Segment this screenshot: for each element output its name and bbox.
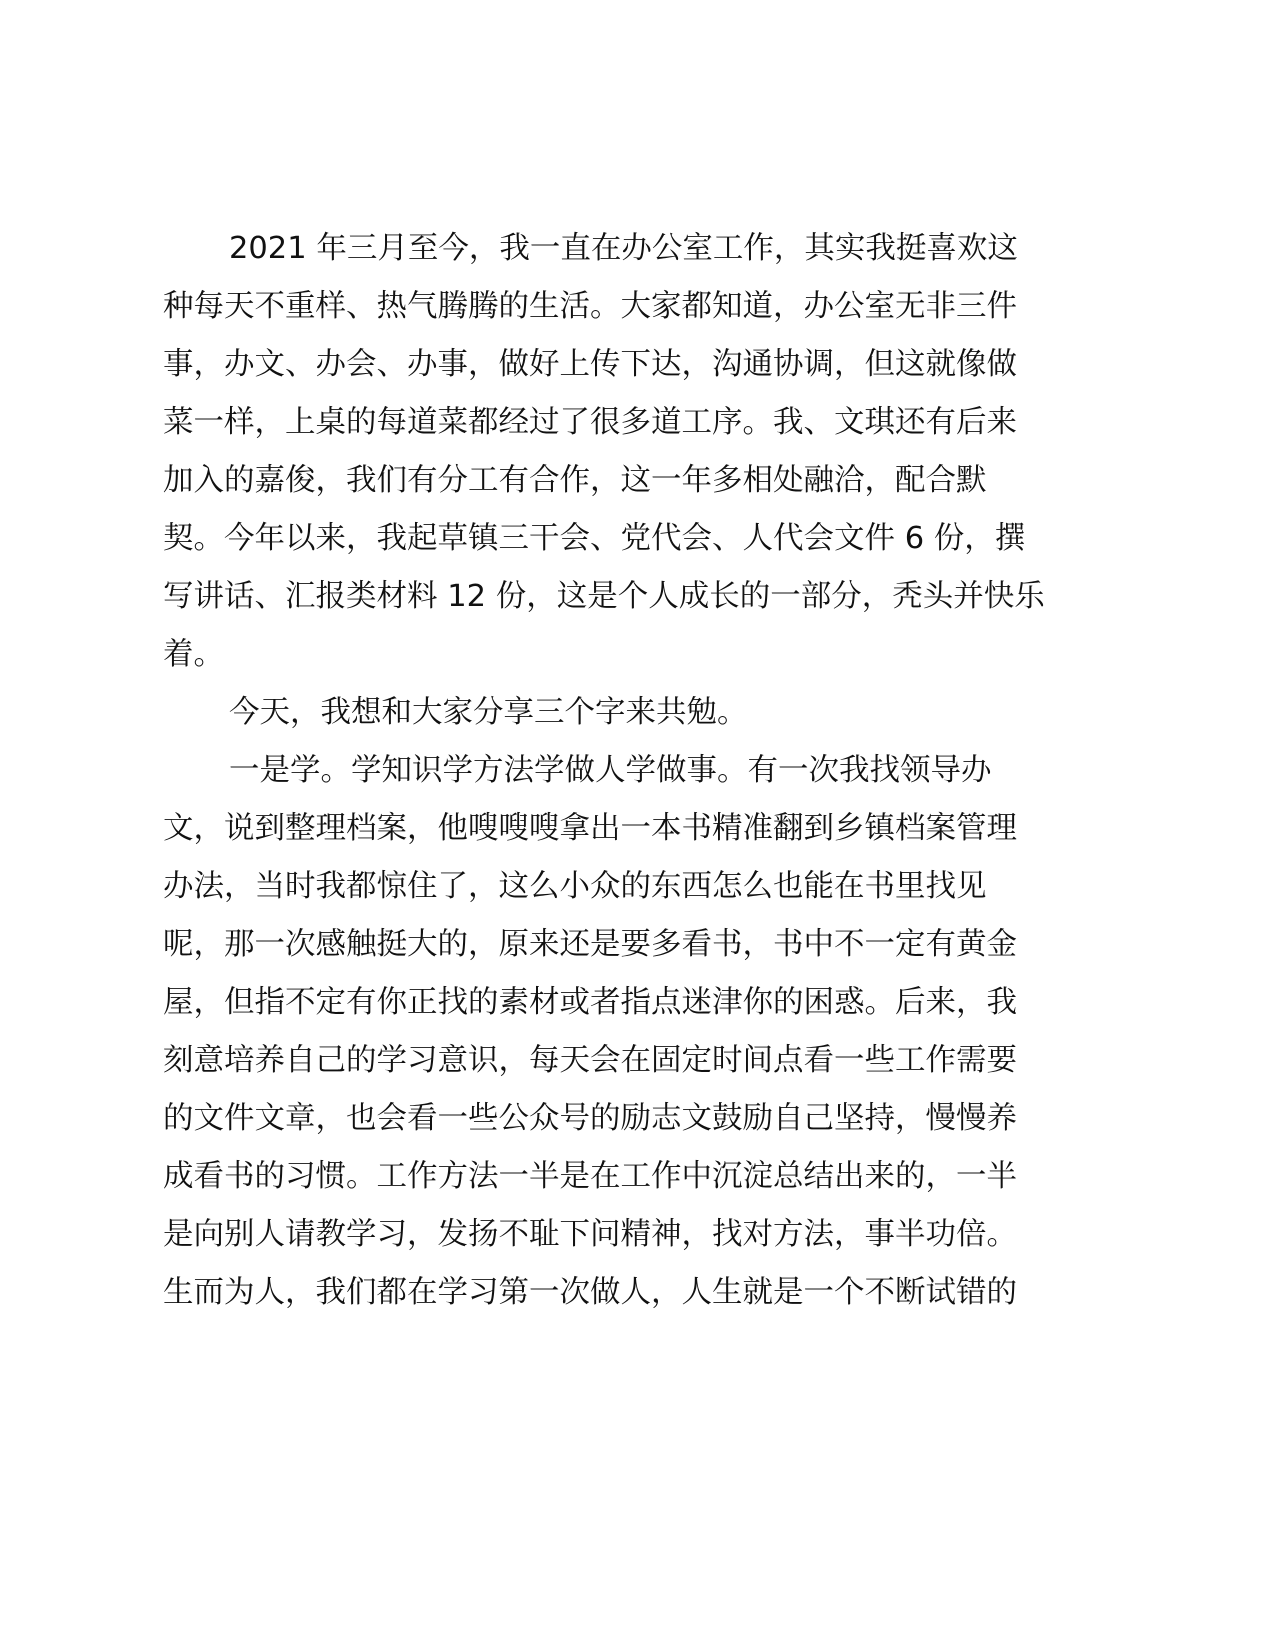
paragraph-line-10: 一是学。学知识学方法学做人学做事。有一次我找领导办 — [229, 753, 992, 788]
paragraph-line-17: 成看书的习惯。工作方法一半是在工作中沉淀总结出来的，一半 — [163, 1159, 1017, 1194]
paragraph-line-7: 写讲话、汇报类材料 12 份，这是个人成长的一部分，秃头并快乐 — [163, 579, 1045, 614]
paragraph-line-9: 今天，我想和大家分享三个字来共勉。 — [229, 695, 748, 730]
paragraph-line-15: 刻意培养自己的学习意识，每天会在固定时间点看一些工作需要 — [163, 1043, 1017, 1078]
paragraph-line-8: 着。 — [163, 637, 224, 672]
paragraph-line-18: 是向别人请教学习，发扬不耻下问精神，找对方法，事半功倍。 — [163, 1217, 1017, 1252]
paragraph-line-2: 种每天不重样、热气腾腾的生活。大家都知道，办公室无非三件 — [163, 289, 1017, 324]
paragraph-line-12: 办法，当时我都惊住了，这么小众的东西怎么也能在书里找见 — [163, 869, 987, 904]
paragraph-line-19: 生而为人，我们都在学习第一次做人，人生就是一个不断试错的 — [163, 1275, 1017, 1310]
paragraph-line-6: 契。今年以来，我起草镇三干会、党代会、人代会文件 6 份，撰 — [163, 521, 1026, 556]
paragraph-line-14: 屋，但指不定有你正找的素材或者指点迷津你的困惑。后来，我 — [163, 985, 1017, 1020]
paragraph-line-4: 菜一样，上桌的每道菜都经过了很多道工序。我、文琪还有后来 — [163, 405, 1017, 440]
paragraph-line-5: 加入的嘉俊，我们有分工有合作，这一年多相处融洽，配合默 — [163, 463, 987, 498]
paragraph-line-13: 呢，那一次感触挺大的，原来还是要多看书，书中不一定有黄金 — [163, 927, 1017, 962]
paragraph-line-3: 事，办文、办会、办事，做好上传下达，沟通协调，但这就像做 — [163, 347, 1017, 382]
paragraph-line-11: 文，说到整理档案，他嗖嗖嗖拿出一本书精准翻到乡镇档案管理 — [163, 811, 1017, 846]
paragraph-line-1: 2021 年三月至今，我一直在办公室工作，其实我挺喜欢这 — [229, 231, 1018, 266]
document-body — [163, 220, 1103, 1322]
paragraph-line-16: 的文件文章，也会看一些公众号的励志文鼓励自己坚持，慢慢养 — [163, 1101, 1017, 1136]
